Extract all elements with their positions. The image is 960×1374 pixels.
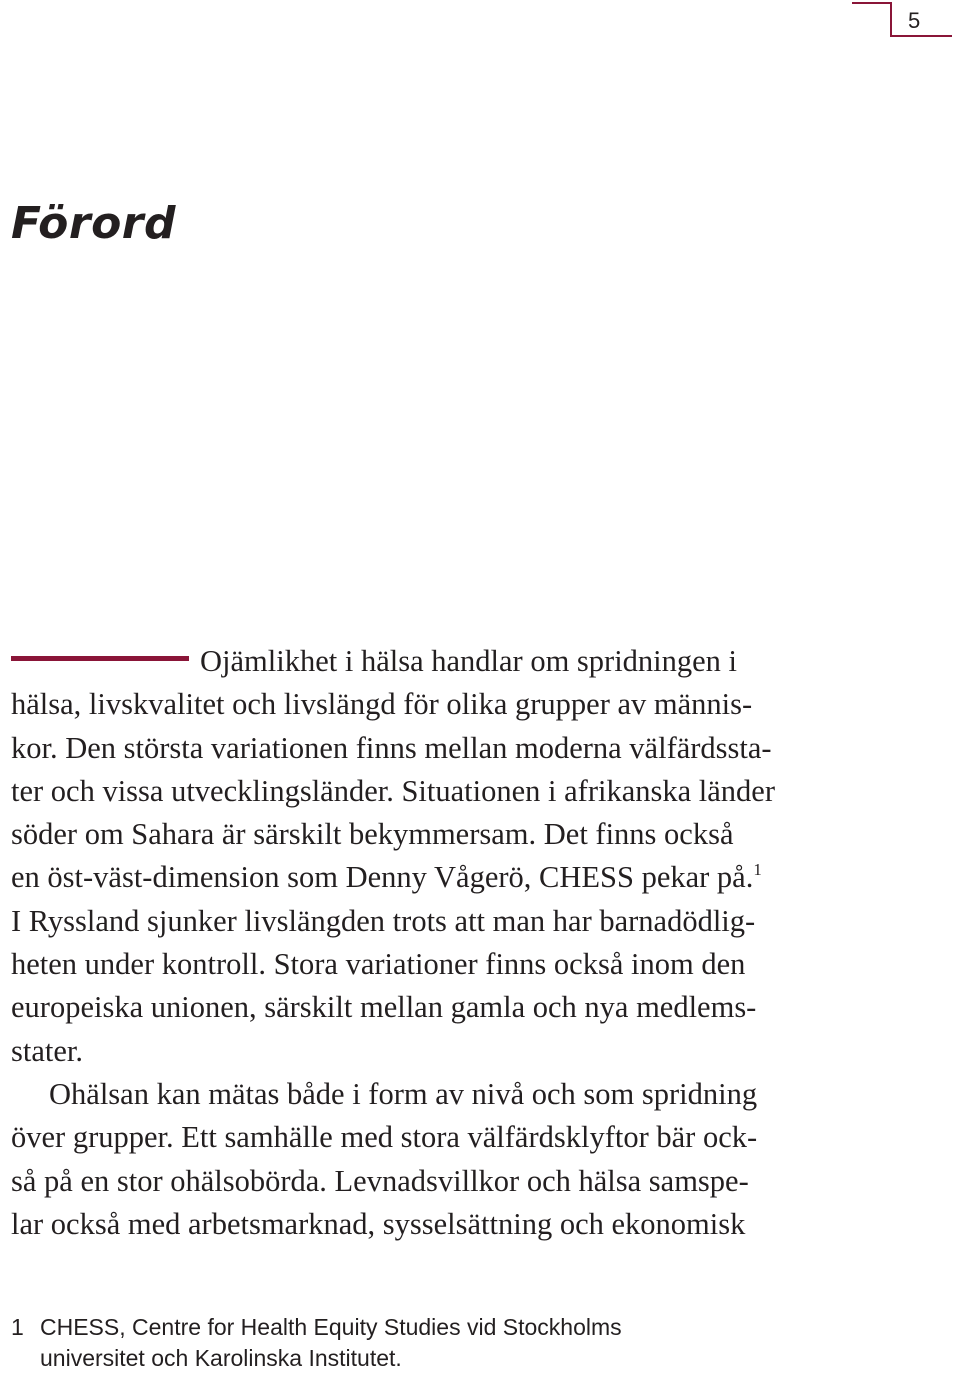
body-line: söder om Sahara är särskilt bekymmersam. Det finns också [11, 817, 734, 852]
body-line: I Ryssland sjunker livslängden trots att man har barnadödlig- [11, 903, 756, 938]
body-line: kor. Den största variationen finns mellan moderna välfärdssta- [11, 730, 772, 765]
footnote-number: 1 [11, 1314, 24, 1340]
body-line: europeiska unionen, särskilt mellan gamla och nya medlems- [11, 990, 757, 1025]
footnote-text: CHESS, Centre for Health Equity Studies vid Stockholms [40, 1314, 622, 1340]
body-line: heten under kontroll. Stora variationer finns också inom den [11, 947, 746, 982]
body-line: stater. [11, 1033, 83, 1068]
body-line: hälsa, livskvalitet och livslängd för olika grupper av männis- [11, 687, 753, 722]
body-line-text: en öst-väst-dimension som Denny Vågerö, CHESS pekar på. [11, 860, 754, 895]
footnote-line [11, 1312, 911, 1343]
body-text [11, 640, 911, 1246]
body-line: Ojämlikhet i hälsa handlar om spridningen i [200, 644, 738, 678]
page-number-rule [852, 2, 892, 4]
page-number-frame [890, 3, 952, 37]
body-line: lar också med arbetsmarknad, sysselsättning och ekonomisk [11, 1206, 746, 1241]
page-number: 5 [908, 8, 921, 33]
footnote-text-continued: universitet och Karolinska Institutet. [40, 1345, 402, 1371]
body-line: så på en stor ohälsobörda. Levnadsvillkor och hälsa samspe- [11, 1163, 749, 1198]
body-line: Ohälsan kan mätas både i form av nivå och som spridning [49, 1076, 758, 1111]
body-line: ter och vissa utvecklingsländer. Situationen i afrikanska länder [11, 773, 775, 808]
page-heading: Förord [11, 198, 176, 249]
body-line-with-footnote [11, 856, 911, 899]
body-line: över grupper. Ett samhälle med stora välfärdsklyftor bär ock- [11, 1120, 758, 1155]
footnote [11, 1312, 911, 1374]
footnote-reference: 1 [753, 860, 762, 880]
